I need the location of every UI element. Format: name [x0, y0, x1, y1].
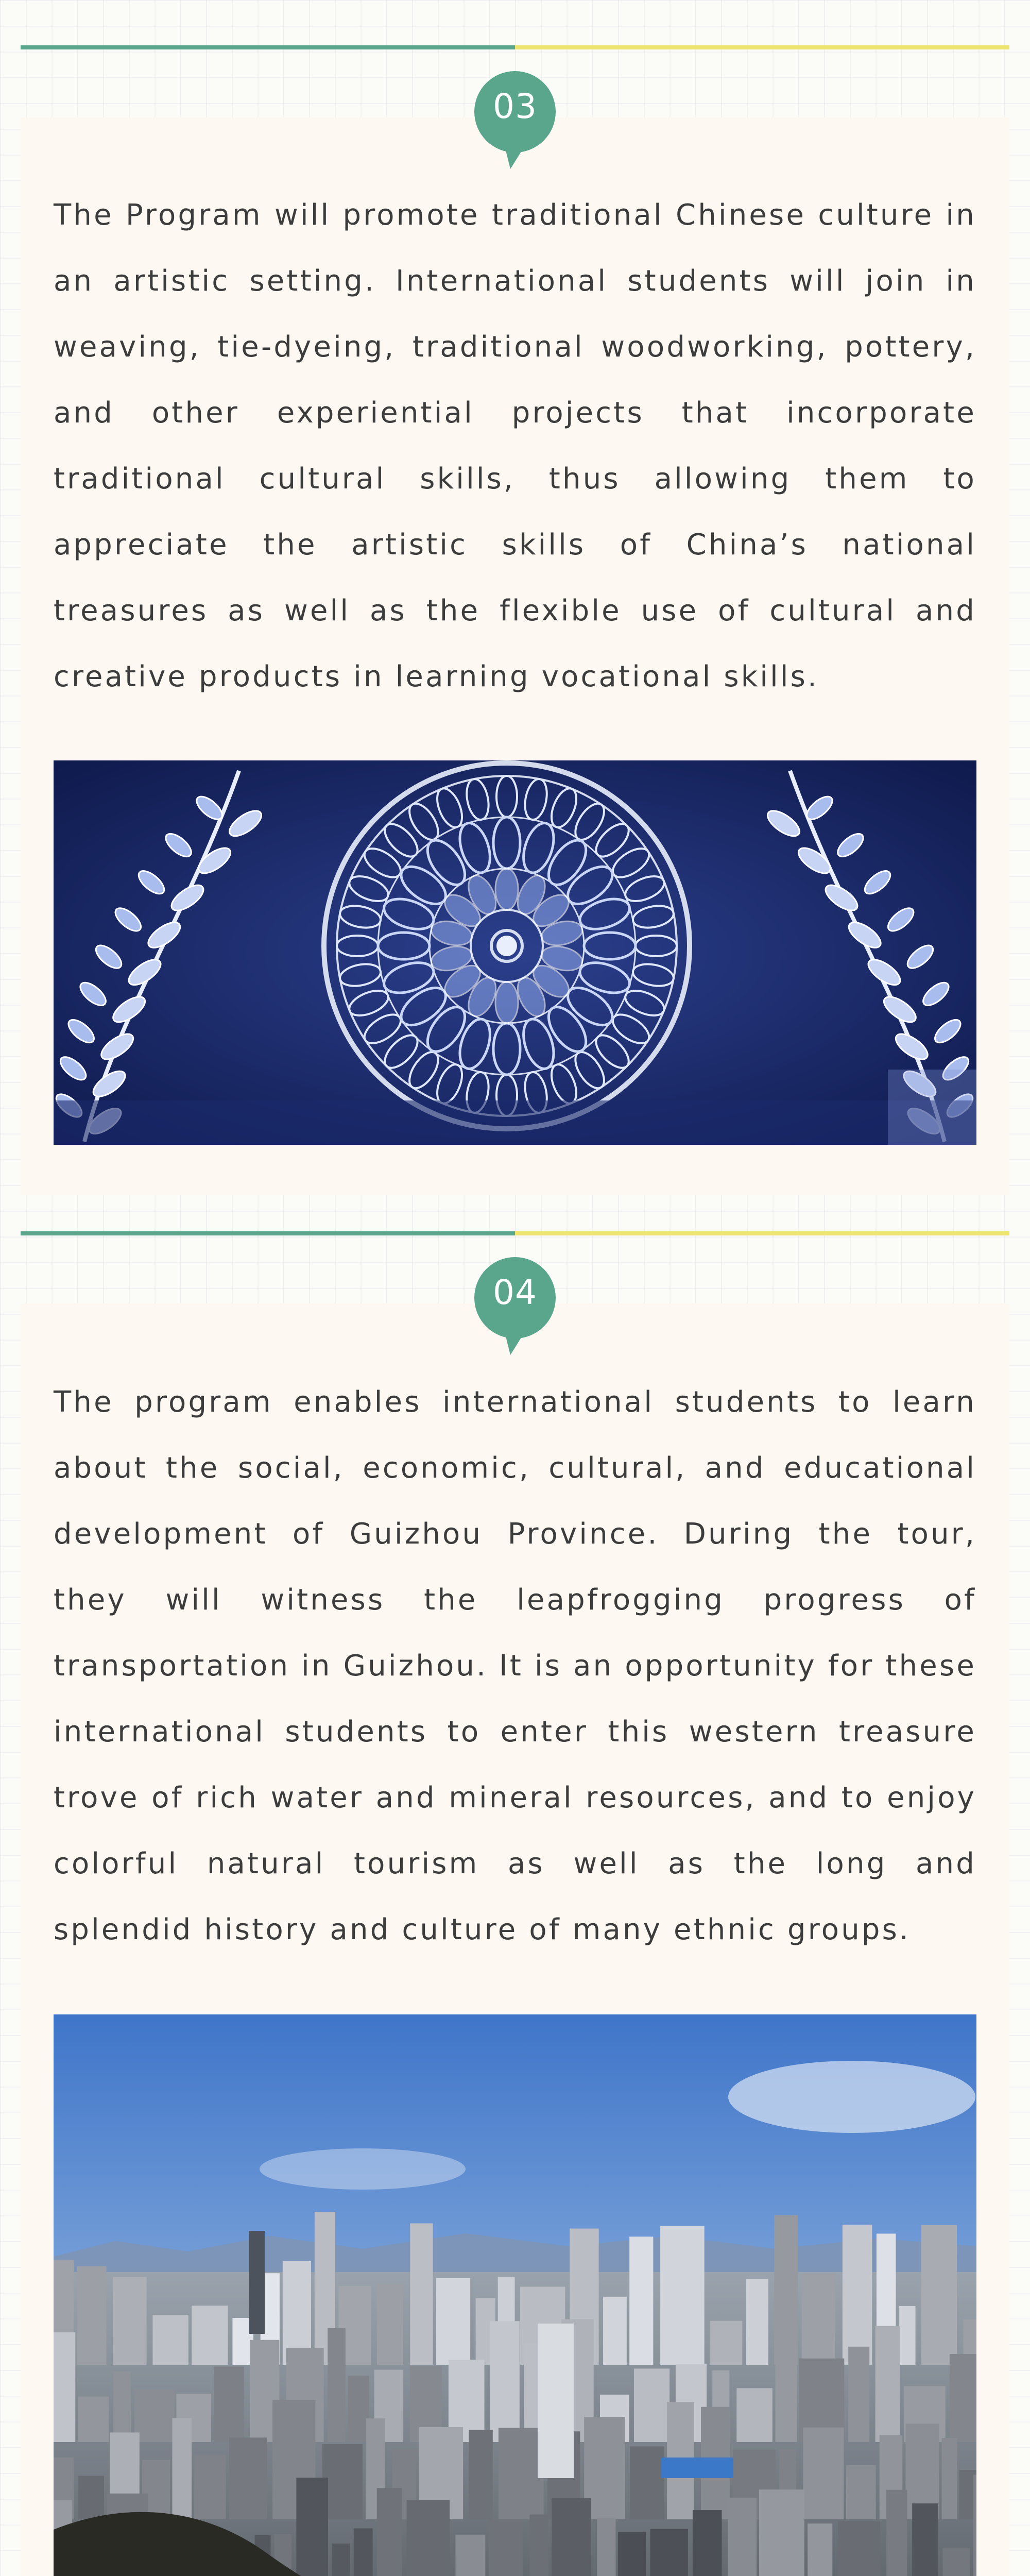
tie-dye-fabric-image [54, 760, 976, 1145]
guiyang-cityscape-image [54, 2014, 976, 2576]
section-number-badge [474, 1257, 556, 1328]
section-number-badge [474, 71, 556, 142]
section-paragraph: The Program will promote traditional Chinese culture in an artistic setting. International students will join in weaving, tie-dyeing, traditional woodworking, pottery, and other experiential projects that incorporate traditional cultural skills, thus allowing them to appreciate the artistic skills of China’s national treasures as well as the flexible use of cultural and creative products in learning vocational skills. [54, 198, 976, 693]
divider-yellow-segment [515, 45, 1009, 49]
divider-green-segment [21, 1231, 515, 1235]
section-number: 04 [493, 1272, 537, 1312]
divider-yellow-segment [515, 1231, 1009, 1235]
section-paragraph: The program enables international students to learn about the social, economic, cultural, and educational development of Guizhou Province. During the tour, they will witness the leapfrogging progress of transportation in Guizhou. It is an opportunity for these international students to enter this western treasure trove of rich water and mineral resources, and to enjoy colorful natural tourism as well as the long and splendid history and culture of many ethnic groups. [54, 1385, 976, 1946]
section-divider [21, 1231, 1009, 1235]
divider-green-segment [21, 45, 515, 49]
section-divider [21, 45, 1009, 49]
section-number: 03 [493, 86, 537, 126]
